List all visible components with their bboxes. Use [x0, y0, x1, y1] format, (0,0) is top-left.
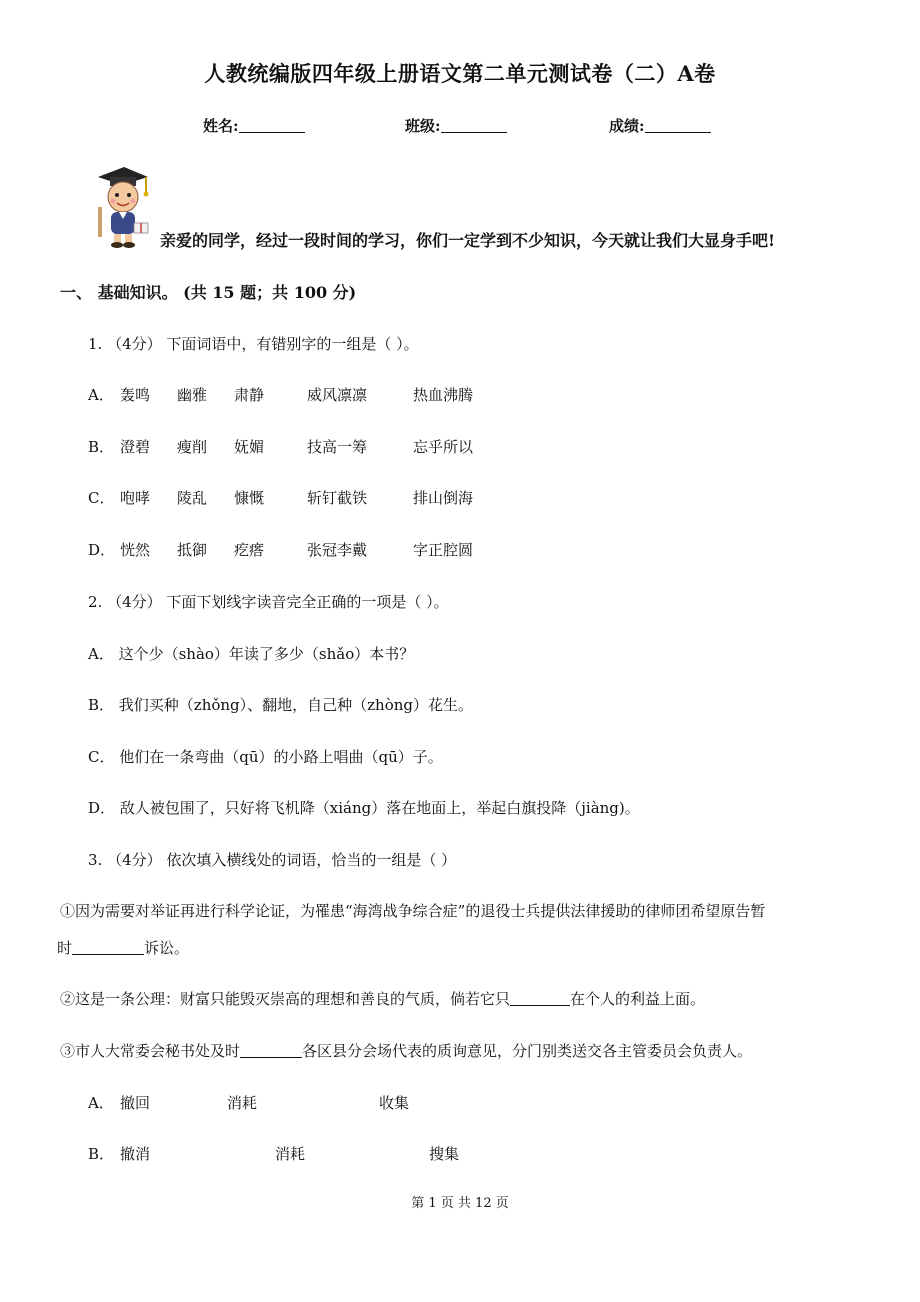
sentence-text: ③市人大常委会秘书处及时	[60, 1042, 241, 1060]
sentence-text: ②这是一条公理：财富只能毁灭崇高的理想和善良的气质，倘若它只	[60, 990, 511, 1008]
option-word: 抵御	[177, 541, 208, 559]
q2-option-a[interactable]: A． 这个少（shào）年读了多少（shǎo）本书？	[88, 645, 415, 663]
option-word: 技高一筹	[307, 438, 368, 456]
q2-option-d[interactable]: D． 敌人被包围了，只好将飞机降（xiáng）落在地面上，举起白旗投降（jiàng)。	[88, 799, 640, 817]
option-word: 收集	[379, 1094, 410, 1112]
fill-blank[interactable]	[510, 991, 570, 1006]
sentence-text: 诉讼。	[144, 939, 190, 957]
name-field	[203, 115, 305, 136]
student-mascot-icon	[86, 163, 152, 249]
q2-option-c[interactable]: C． 他们在一条弯曲（qū）的小路上唱曲（qū）子。	[88, 748, 443, 766]
option-label: D．	[88, 541, 116, 559]
option-word: 咆哮	[120, 489, 151, 507]
q3-stem: 3. （4分） 依次填入横线处的词语，恰当的一组是（ ）	[88, 851, 457, 869]
option-word: 肃静	[234, 386, 265, 404]
class-field	[405, 115, 507, 136]
option-word: 轰鸣	[120, 386, 151, 404]
fill-blank[interactable]	[240, 1043, 302, 1058]
score-blank[interactable]	[645, 118, 711, 133]
option-word: 疙瘩	[234, 541, 265, 559]
class-blank[interactable]	[441, 118, 507, 133]
option-word: 消耗	[227, 1094, 258, 1112]
page-footer: 第 1 页 共 12 页	[411, 1196, 509, 1211]
option-word: 排山倒海	[413, 489, 474, 507]
fill-blank[interactable]	[72, 940, 144, 955]
option-word: 幽雅	[177, 386, 208, 404]
option-word: 撤消	[120, 1145, 151, 1163]
q3-sentence-1: ①因为需要对举证再进行科学论证，为罹患“海湾战争综合症”的退役士兵提供法律援助的律师团希望原告暂	[60, 902, 766, 920]
option-word: 热血沸腾	[413, 386, 474, 404]
q3-sentence-2	[60, 988, 705, 1009]
name-blank[interactable]	[239, 118, 305, 133]
option-word: 搜集	[429, 1145, 460, 1163]
option-label: C．	[88, 489, 115, 507]
option-word: 恍然	[120, 541, 151, 559]
option-word: 澄碧	[120, 438, 151, 456]
option-word: 张冠李戴	[307, 541, 368, 559]
greeting-text: 亲爱的同学，经过一段时间的学习，你们一定学到不少知识，今天就让我们大显身手吧!	[160, 231, 776, 250]
q1-option-b[interactable]	[88, 436, 508, 456]
q2-stem: 2. （4分） 下面下划线字读音完全正确的一项是（ ）。	[88, 593, 449, 611]
option-word: 斩钉截铁	[307, 489, 368, 507]
page-title: 人教统编版四年级上册语文第二单元测试卷（二）A卷	[204, 61, 716, 86]
option-word: 威风凛凛	[307, 386, 368, 404]
option-label: A．	[88, 1094, 114, 1112]
option-word: 字正腔圆	[413, 541, 474, 559]
sentence-text: 各区县分会场代表的质询意见，分门别类送交各主管委员会负责人。	[302, 1042, 753, 1060]
q3-option-a[interactable]	[88, 1092, 448, 1112]
sentence-text: 在个人的利益上面。	[570, 990, 706, 1008]
q2-option-b[interactable]: B． 我们买种（zhǒng）、翻地，自己种（zhòng）花生。	[88, 696, 474, 714]
score-label: 成绩:	[609, 117, 645, 135]
q1-stem: 1. （4分） 下面词语中，有错别字的一组是（ ）。	[88, 335, 419, 353]
option-word: 忘乎所以	[413, 438, 474, 456]
option-label: A．	[88, 386, 114, 404]
q3-sentence-3	[60, 1040, 752, 1061]
q1-option-d[interactable]	[88, 539, 508, 559]
q1-option-c[interactable]	[88, 487, 508, 507]
option-word: 陵乱	[177, 489, 208, 507]
q3-sentence-1-cont	[57, 937, 189, 958]
score-field	[609, 115, 711, 136]
option-word: 妩媚	[234, 438, 265, 456]
q3-option-b[interactable]	[88, 1143, 488, 1163]
q1-option-a[interactable]	[88, 384, 508, 404]
option-word: 瘦削	[177, 438, 208, 456]
option-label: B．	[88, 1145, 115, 1163]
section-heading: 一、 基础知识。 (共 15 题；共 100 分)	[60, 283, 357, 302]
option-label: B．	[88, 438, 115, 456]
name-label: 姓名:	[203, 117, 239, 135]
sentence-text: 时	[57, 939, 73, 957]
option-word: 撤回	[120, 1094, 151, 1112]
class-label: 班级:	[405, 117, 441, 135]
option-word: 消耗	[275, 1145, 306, 1163]
option-word: 慷慨	[234, 489, 265, 507]
